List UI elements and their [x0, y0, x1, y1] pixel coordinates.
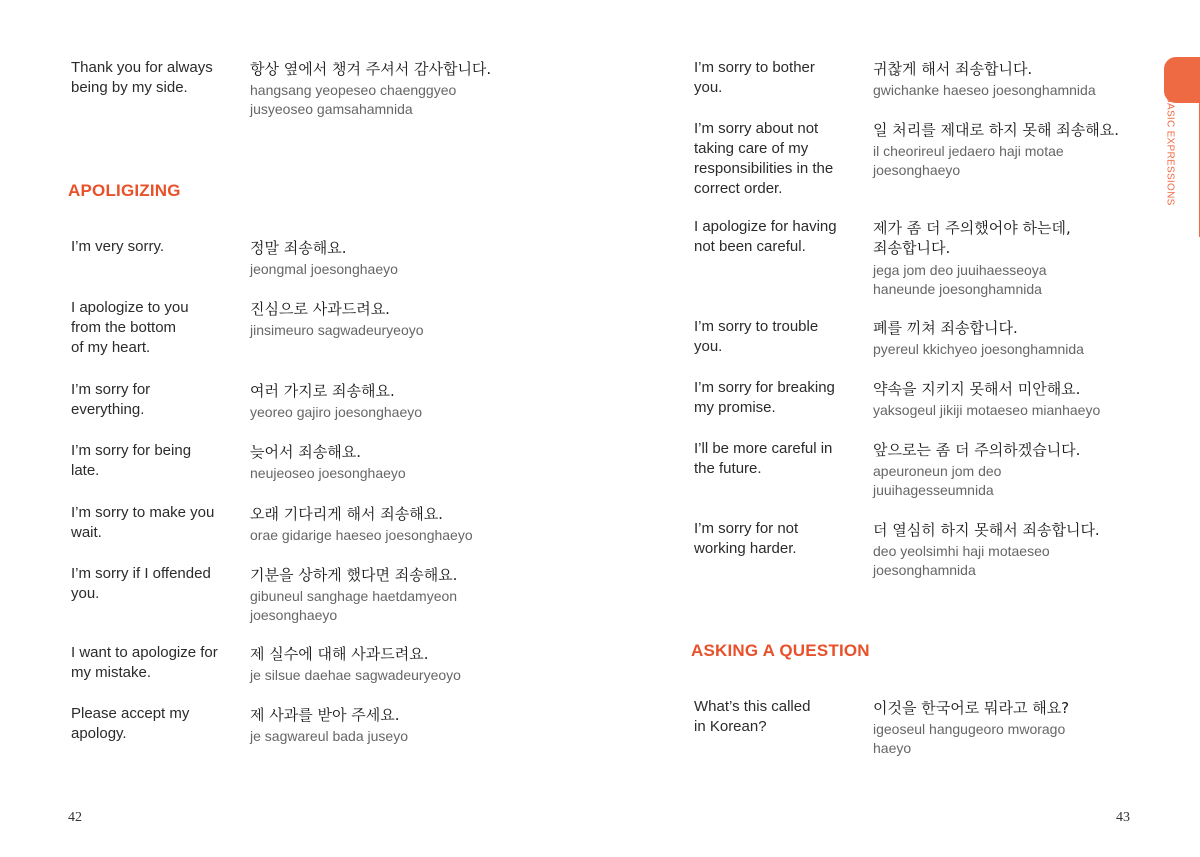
page-number: 43 [1116, 810, 1130, 825]
english-phrase: I’m sorry for everything. [71, 381, 151, 418]
korean-phrase: 제 실수에 대해 사과드려요. [250, 645, 429, 663]
romanization: je sagwareul bada juseyo [250, 728, 408, 744]
english-phrase: I want to apologize for my mistake. [71, 644, 218, 681]
english-phrase: I’m sorry about not taking care of my responsibilities in the correct order. [694, 120, 834, 197]
romanization: apeuroneun jom deo juuihagesseumnida [873, 463, 1002, 498]
romanization: yaksogeul jikiji motaeseo mianhaeyo [873, 402, 1101, 418]
romanization: pyereul kkichyeo joesonghamnida [873, 341, 1084, 357]
korean-phrase: 오래 기다리게 해서 죄송해요. [250, 505, 443, 523]
korean-phrase: 약속을 지키지 못해서 미안해요. [873, 380, 1081, 398]
english-phrase: I’m sorry to bother you. [694, 59, 815, 96]
korean-phrase: 귀찮게 해서 죄송합니다. [873, 60, 1033, 78]
korean-phrase: 제가 좀 더 주의했어야 하는데, [873, 219, 1071, 237]
romanization: je silsue daehae sagwadeuryeoyo [250, 667, 461, 683]
korean-phrase: 앞으로는 좀 더 주의하겠습니다. [873, 441, 1081, 459]
korean-phrase: 늦어서 죄송해요. [250, 443, 361, 461]
romanization: yeoreo gajiro joesonghaeyo [250, 404, 423, 420]
section-heading-asking-a-question: ASKING A QUESTION [691, 641, 870, 660]
section-tab-label [1163, 96, 1177, 206]
korean-phrase: 기분을 상하게 했다면 죄송해요. [250, 566, 458, 584]
korean-phrase-continued: 죄송합니다. [873, 239, 951, 257]
romanization: gibuneul sanghage haetdamyeon joesonghaeyo [250, 588, 458, 623]
korean-phrase: 더 열심히 하지 못해서 죄송합니다. [873, 521, 1100, 539]
english-phrase: I’m sorry to make you wait. [71, 504, 215, 541]
romanization: jega jom deo juuihaesseoya haneunde joesonghamnida [873, 262, 1047, 297]
romanization: hangsang yeopeseo chaenggyeo jusyeoseo gamsahamnida [250, 82, 457, 117]
english-phrase: I apologize to you from the bottom of my heart. [71, 299, 189, 356]
romanization: jinsimeuro sagwadeuryeoyo [250, 322, 424, 338]
section-heading-apologizing: APOLIGIZING [68, 181, 181, 200]
romanization: jeongmal joesonghaeyo [250, 261, 398, 277]
romanization: orae gidarige haeseo joesonghaeyo [250, 527, 473, 543]
english-phrase: I’m very sorry. [71, 238, 165, 255]
english-phrase: I’m sorry for not working harder. [694, 520, 799, 557]
romanization: il cheorireul jedaero haji motae joesonghaeyo [873, 143, 1064, 178]
english-phrase: What’s this called in Korean? [694, 698, 811, 735]
romanization: gwichanke haeseo joesonghamnida [873, 82, 1096, 98]
korean-phrase: 여러 가지로 죄송해요. [250, 382, 395, 400]
section-tab-text: BASIC EXPRESSIONS [1164, 96, 1176, 206]
english-phrase: I apologize for having not been careful. [694, 218, 837, 255]
romanization: igeoseul hangugeoro mworago haeyo [873, 721, 1066, 756]
korean-phrase: 이것을 한국어로 뭐라고 해요? [873, 699, 1070, 717]
korean-phrase: 정말 죄송해요. [250, 239, 347, 257]
english-phrase: Please accept my apology. [71, 705, 190, 742]
english-phrase: I’m sorry for breaking my promise. [694, 379, 835, 416]
korean-phrase: 제 사과를 받아 주세요. [250, 706, 400, 724]
english-phrase: I’m sorry to trouble you. [694, 318, 819, 355]
english-phrase: Thank you for always being by my side. [71, 59, 213, 96]
korean-phrase: 일 처리를 제대로 하지 못해 죄송해요. [873, 121, 1119, 139]
romanization: neujeoseo joesonghaeyo [250, 465, 406, 481]
english-phrase: I’m sorry if I offended you. [71, 565, 211, 602]
korean-phrase: 진심으로 사과드려요. [250, 300, 390, 318]
korean-phrase: 항상 옆에서 챙겨 주셔서 감사합니다. [250, 60, 492, 78]
romanization: deo yeolsimhi haji motaeseo joesonghamnida [873, 543, 1050, 578]
english-phrase: I’m sorry for being late. [71, 442, 192, 479]
english-phrase: I’ll be more careful in the future. [694, 440, 833, 477]
korean-phrase: 폐를 끼쳐 죄송합니다. [873, 319, 1018, 337]
page-number: 42 [68, 810, 82, 825]
right-page [600, 0, 1200, 857]
